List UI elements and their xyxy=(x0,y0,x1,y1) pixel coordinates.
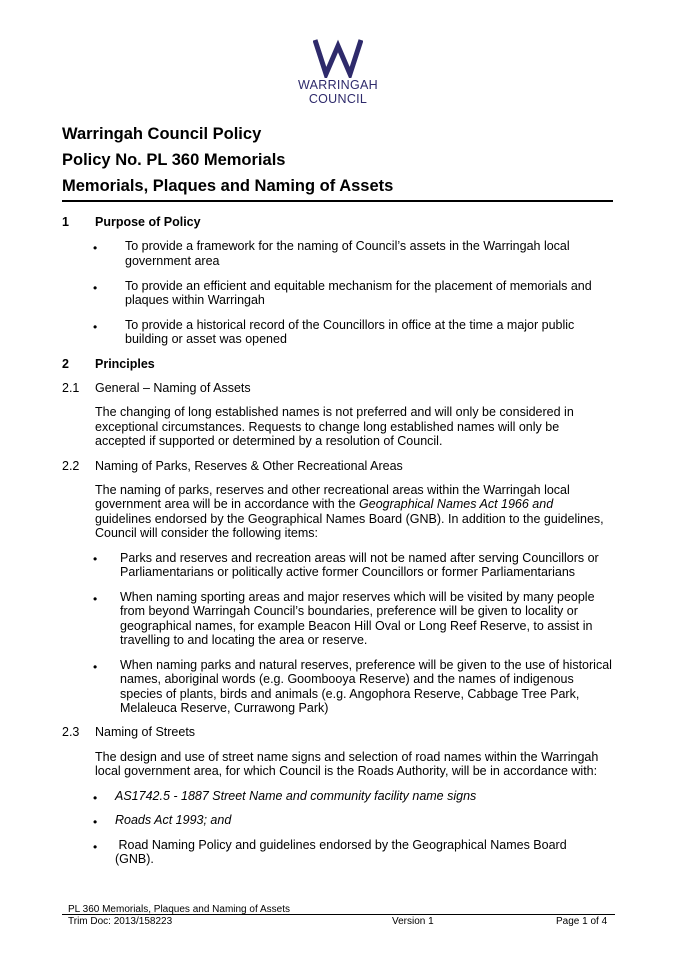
s23-para-line1: The design and use of street name signs and selection of road names within the Warringah xyxy=(95,750,599,764)
s23-bullet-2: Roads Act 1993; and xyxy=(115,813,232,827)
s22-bullet-3-line2: names, aboriginal words (e.g. Goombooya Reserve) and the names of indigenous xyxy=(120,672,574,686)
policy-number: Policy No. PL 360 Memorials xyxy=(62,151,286,169)
s22-para-line2-text: government area will be in accordance with the xyxy=(95,497,360,511)
s1-bullet-3-line2: building or asset was opened xyxy=(125,332,287,346)
s22-para-line3: guidelines endorsed by the Geographical Names Board (GNB). In addition to the guidelines, xyxy=(95,512,604,526)
act-reference: Geographical Names Act 1966 and xyxy=(359,497,554,511)
section-1-title: Purpose of Policy xyxy=(95,215,201,229)
policy-heading: Warringah Council Policy xyxy=(62,125,262,143)
bullet-icon: • xyxy=(93,660,98,674)
section-2-2-title: Naming of Parks, Reserves & Other Recreational Areas xyxy=(95,459,403,473)
bullet-icon: • xyxy=(93,815,98,829)
s23-bullet-3-line2: (GNB). xyxy=(115,852,154,866)
bullet-icon: • xyxy=(93,281,98,295)
council-logo xyxy=(288,38,388,106)
s22-para-line4: Council will consider the following items: xyxy=(95,526,319,540)
s22-bullet-3-line4: Melaleuca Reserve, Currawong Park) xyxy=(120,701,329,715)
s22-bullet-2-line4: travelling to and locating the area or reserve. xyxy=(120,633,368,647)
s22-bullet-3-line3: species of plants, birds and animals (e.g. Angophora Reserve, Cabbage Tree Park, xyxy=(120,687,580,701)
section-2-number: 2 xyxy=(62,357,69,371)
section-2-title: Principles xyxy=(95,357,155,371)
s22-para-line1: The naming of parks, reserves and other recreational areas within the Warringah local xyxy=(95,483,570,497)
s22-bullet-2-line2: from beyond Warringah Council’s boundaries, preference will be given to locality or xyxy=(120,604,578,618)
s22-bullet-2-line3: geographical names, for example Beacon Hill Oval or Long Reef Reserve, to assist in xyxy=(120,619,593,633)
s22-bullet-3-line1: When naming parks and natural reserves, preference will be given to the use of historical xyxy=(120,658,612,672)
bullet-icon: • xyxy=(93,791,98,805)
logo-text-line2: COUNCIL xyxy=(308,92,368,106)
bullet-icon: • xyxy=(93,241,98,255)
s23-bullet-3-line1: Road Naming Policy and guidelines endorsed by the Geographical Names Board xyxy=(115,838,567,852)
policy-title: Memorials, Plaques and Naming of Assets xyxy=(62,177,394,195)
footer-divider xyxy=(62,914,615,915)
s21-para-line1: The changing of long established names is not preferred and will only be considered in xyxy=(95,405,574,419)
footer-title: PL 360 Memorials, Plaques and Naming of Assets xyxy=(68,904,290,915)
heading-divider xyxy=(62,200,613,202)
section-2-1-number: 2.1 xyxy=(62,381,80,395)
bullet-icon: • xyxy=(93,840,98,854)
s22-bullet-1-line2: Parliamentarians or politically active former Councillors or former Parliamentarians xyxy=(120,565,576,579)
section-1-number: 1 xyxy=(62,215,69,229)
footer-trim-doc: Trim Doc: 2013/158223 xyxy=(68,916,173,927)
section-2-2-number: 2.2 xyxy=(62,459,80,473)
s22-bullet-2-line1: When naming sporting areas and major reserves which will be visited by many people xyxy=(120,590,595,604)
warringah-w-icon xyxy=(313,38,363,78)
footer-version: Version 1 xyxy=(392,916,434,927)
s1-bullet-2-line1: To provide an efficient and equitable mechanism for the placement of memorials and xyxy=(125,279,592,293)
bullet-icon: • xyxy=(93,592,98,606)
s23-para-line2: local government area, for which Council is the Roads Authority, will be in accordance with: xyxy=(95,764,598,778)
s1-bullet-3-line1: To provide a historical record of the Councillors in office at the time a major public xyxy=(125,318,575,332)
s22-bullet-1-line1: Parks and reserves and recreation areas will not be named after serving Councillors or xyxy=(120,551,599,565)
bullet-icon: • xyxy=(93,320,98,334)
footer-page-number: Page 1 of 4 xyxy=(556,916,608,927)
s1-bullet-1-line1: To provide a framework for the naming of Council’s assets in the Warringah local xyxy=(125,239,570,253)
s21-para-line3: accepted if supported or determined by a resolution of Council. xyxy=(95,434,443,448)
s21-para-line2: exceptional circumstances. Requests to change long established names will only be xyxy=(95,420,560,434)
s1-bullet-2-line2: plaques within Warringah xyxy=(125,293,265,307)
logo-text-line1: WARRINGAH xyxy=(297,78,378,92)
section-2-3-number: 2.3 xyxy=(62,725,80,739)
s1-bullet-1-line2: government area xyxy=(125,254,220,268)
s23-bullet-1: AS1742.5 - 1887 Street Name and community facility name signs xyxy=(115,789,477,803)
bullet-icon: • xyxy=(93,552,98,566)
section-2-1-title: General – Naming of Assets xyxy=(95,381,251,395)
section-2-3-title: Naming of Streets xyxy=(95,725,196,739)
s22-para-line2 xyxy=(95,497,553,511)
